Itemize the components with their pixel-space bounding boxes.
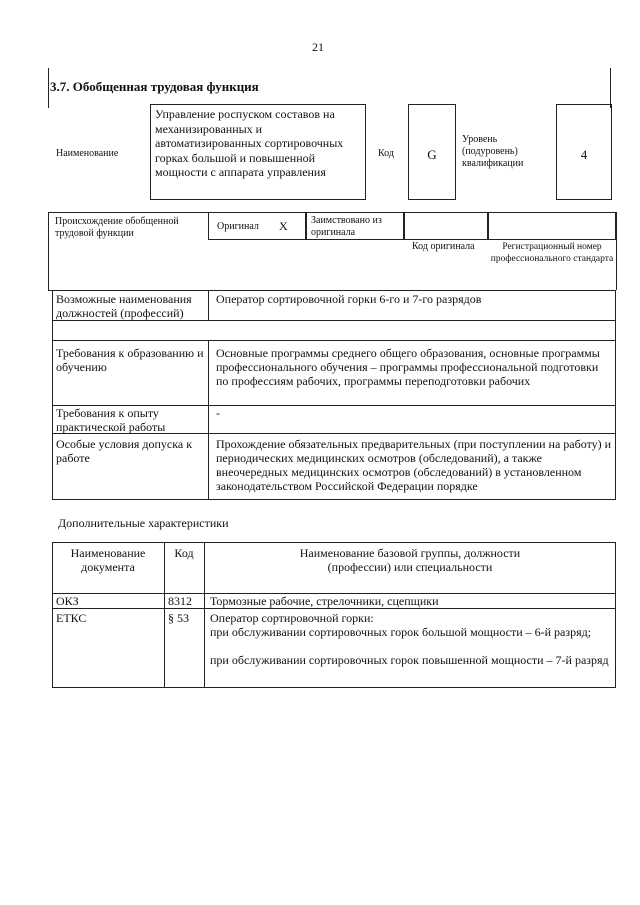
row-name: Тормозные рабочие, стрелочники, сцепщики: [210, 594, 439, 608]
row-rule: [52, 320, 616, 321]
additional-title: Дополнительные характеристики: [58, 516, 229, 530]
col-divider: [204, 542, 205, 688]
original-label: Оригинал: [217, 221, 259, 232]
original-mark: X: [279, 219, 288, 233]
borrowed-box: [306, 212, 404, 240]
origin-left-rule: [48, 212, 49, 290]
table-row-label: Особые условия допуска к работе: [56, 437, 193, 465]
original-box: [208, 212, 306, 240]
row-code: 8312: [168, 594, 192, 608]
table-row-label: Требования к опыту практической работы: [56, 406, 166, 434]
row-doc: ЕТКС: [56, 611, 87, 625]
col-divider: [208, 340, 209, 500]
row-rule: [52, 340, 616, 341]
table-row-label: Возможные наименования должностей (профессий): [56, 292, 192, 320]
reg-number-box: [488, 212, 616, 240]
origin-label: Происхождение обобщенной трудовой функции: [55, 216, 179, 239]
code-value-box: [408, 104, 456, 200]
col-header-code: Код: [174, 546, 194, 560]
code-label: Код: [378, 148, 394, 159]
level-value-box: [556, 104, 612, 200]
margin-rule: [48, 68, 49, 108]
margin-rule: [610, 68, 611, 108]
table-row-value: -: [216, 406, 220, 420]
row-code: § 53: [168, 611, 189, 625]
table-row-value: Основные программы среднего общего образования, основные программы профессионального обучения – программы профессиональной подготовки по профессиям рабочих, программы переподготовки рабочих: [216, 346, 600, 388]
level-label: Уровень (подуровень) квалификации: [462, 134, 524, 169]
origin-right-rule: [616, 212, 617, 290]
table-row-value: Прохождение обязательных предварительных (при поступлении на работу) и периодических медицинских осмотров (обследований), а также внеочередных медицинских осмотров (обследований) в установленном законодательством Российской Федерации порядке: [216, 437, 612, 493]
reg-number-label: Регистрационный номер профессионального стандарта: [490, 242, 614, 264]
col-header-name: Наименование базовой группы, должности (профессии) или специальности: [299, 546, 521, 574]
row-doc: ОКЗ: [56, 594, 79, 608]
col-header-doc: Наименование документа: [70, 546, 146, 574]
code-original-box: [404, 212, 488, 240]
row-rule: [52, 608, 616, 609]
name-label: Наименование: [56, 148, 119, 159]
col-divider: [164, 542, 165, 688]
code-value: G: [427, 147, 437, 162]
table-row-value: Оператор сортировочной горки 6-го и 7-го разрядов: [216, 292, 482, 306]
name-value: Управление роспуском составов на механизированных и автоматизированных сортировочных горках большой и повышенной мощности с аппарата управления: [155, 107, 344, 179]
page-number: 21: [312, 40, 324, 54]
row-name-line: Оператор сортировочной горки:: [210, 611, 374, 625]
name-value-box: [150, 104, 366, 200]
table-row-label: Требования к образованию и обучению: [56, 346, 204, 374]
row-name-line: при обслуживании сортировочных горок большой мощности – 6-й разряд;: [210, 625, 592, 639]
col-divider: [208, 290, 209, 320]
section-title: 3.7. Обобщенная трудовая функция: [50, 79, 259, 94]
code-original-label: Код оригинала: [412, 241, 475, 252]
level-value: 4: [580, 147, 588, 162]
row-name-line: при обслуживании сортировочных горок повышенной мощности – 7-й разряд: [210, 653, 609, 667]
borrowed-label: Заимствовано из оригинала: [311, 215, 382, 238]
